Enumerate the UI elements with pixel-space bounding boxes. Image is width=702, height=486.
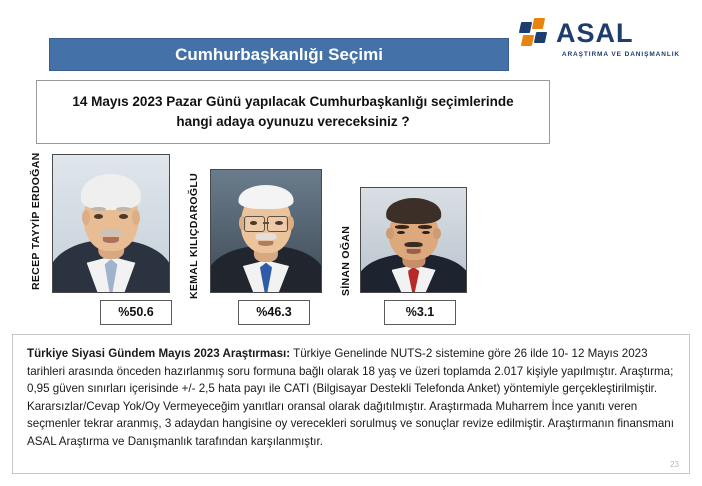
candidates-row (0, 152, 702, 327)
candidate-percentage: %46.3 (238, 300, 310, 325)
portrait-illustration (53, 155, 169, 292)
candidate-percentage: %3.1 (384, 300, 456, 325)
candidate-name: SİNAN OĞAN (340, 225, 352, 296)
footnote-box (12, 334, 690, 474)
candidate-name: KEMAL KILIÇDAROĞLU (188, 173, 200, 299)
footnote-body: Türkiye Genelinde NUTS-2 sistemine göre 26 ilde 10- 12 Mayıs 2023 tarihleri arasında önceden hazırlanmış soru formuna bağlı olarak 18 yaş ve üzeri toplamda 2.017 kişiyle yapılmıştır. Araştırma; 0,95 güven sınırları içerisinde +/- 2,5 hata payı ile CATI (Bilgisayar Destekli Telefonda Anket) yöntemiyle gerçekleştirilmiştir. Kararsızlar/Cevap Yok/Oy Vermeyeceğim yanıtları oransal olarak dağıtılmıştır. Araştırmada Muharrem İnce yanıtı veren seçmenler tekrar aranmış, 3 adaydan hangisine oy verecekleri sorulmuş ve sonuçlar revize edilmiştir. Araştırmanın finansmanı ASAL Araştırma ve Danışmanlık tarafından karşılanmıştır. (27, 347, 674, 449)
slide-title-bar (49, 38, 509, 71)
asal-logo-mark-icon (520, 18, 550, 48)
question-box (36, 80, 550, 144)
footnote-text (27, 345, 675, 451)
candidate-photo (52, 154, 170, 293)
question-line-2: hangi adaya oyunuzu vereceksiniz ? (176, 113, 410, 129)
logo-row (520, 18, 680, 48)
portrait-illustration (361, 188, 466, 292)
page-title: Cumhurbaşkanlığı Seçimi (175, 44, 383, 64)
logo-tagline: ARAŞTIRMA VE DANIŞMANLIK (561, 51, 680, 58)
page-number: 23 (670, 460, 679, 469)
footnote-lead: Türkiye Siyasi Gündem Mayıs 2023 Araştırması: (27, 347, 291, 360)
candidate-photo (210, 169, 322, 293)
candidate-percentage: %50.6 (100, 300, 172, 325)
question-line-1: 14 Mayıs 2023 Pazar Günü yapılacak Cumhurbaşkanlığı seçimlerinde (72, 94, 514, 109)
portrait-illustration (211, 170, 321, 292)
candidate-name: RECEP TAYYİP ERDOĞAN (30, 152, 42, 290)
candidate-photo (360, 187, 467, 293)
logo-wordmark: ASAL (556, 17, 634, 48)
asal-logo (520, 18, 680, 58)
